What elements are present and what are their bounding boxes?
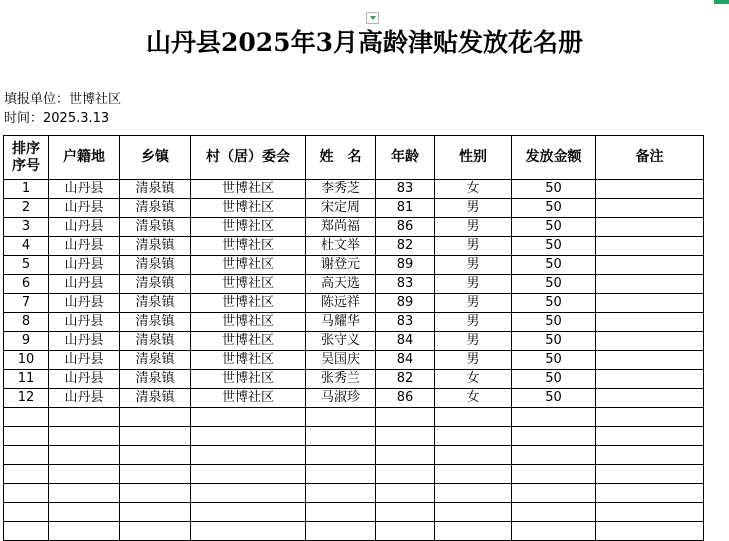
township-cell[interactable]: 清泉镇 [120,389,191,408]
empty-cell[interactable] [4,484,49,503]
header-age[interactable]: 年龄 [376,136,435,180]
age-cell[interactable]: 86 [376,389,435,408]
amount-cell[interactable]: 50 [512,351,596,370]
empty-cell[interactable] [596,522,704,541]
remarks-cell[interactable] [596,370,704,389]
village-committee-cell[interactable]: 世博社区 [191,370,306,389]
empty-cell[interactable] [4,427,49,446]
serial-no-cell[interactable]: 3 [4,218,49,237]
gender-cell[interactable]: 男 [435,256,512,275]
header-serial-no[interactable]: 排序 序号 [4,136,49,180]
amount-cell[interactable]: 50 [512,275,596,294]
village-committee-cell[interactable]: 世博社区 [191,275,306,294]
name-cell[interactable]: 高天选 [306,275,376,294]
table-row [4,332,704,351]
empty-cell[interactable] [306,427,376,446]
name-cell[interactable]: 马淑珍 [306,389,376,408]
serial-no-cell[interactable]: 2 [4,199,49,218]
empty-cell[interactable] [4,503,49,522]
empty-cell[interactable] [120,446,191,465]
serial-no-cell[interactable]: 5 [4,256,49,275]
empty-cell[interactable] [191,503,306,522]
empty-cell[interactable] [49,465,120,484]
name-cell[interactable]: 张守义 [306,332,376,351]
household-cell[interactable]: 山丹县 [49,294,120,313]
household-cell[interactable]: 山丹县 [49,389,120,408]
empty-row [4,408,704,427]
household-cell[interactable]: 山丹县 [49,256,120,275]
empty-cell[interactable] [435,522,512,541]
name-cell[interactable]: 郑尚福 [306,218,376,237]
empty-cell[interactable] [435,427,512,446]
empty-cell[interactable] [191,427,306,446]
amount-cell[interactable]: 50 [512,218,596,237]
empty-cell[interactable] [120,408,191,427]
table-row [4,237,704,256]
amount-cell[interactable]: 50 [512,256,596,275]
table-row [4,351,704,370]
age-cell[interactable]: 86 [376,218,435,237]
remarks-cell[interactable] [596,237,704,256]
name-cell[interactable]: 陈远祥 [306,294,376,313]
empty-cell[interactable] [191,522,306,541]
empty-cell[interactable] [376,484,435,503]
empty-cell[interactable] [596,465,704,484]
gender-cell[interactable]: 男 [435,294,512,313]
age-cell[interactable]: 81 [376,199,435,218]
age-cell[interactable]: 83 [376,275,435,294]
serial-no-cell[interactable]: 4 [4,237,49,256]
amount-cell[interactable]: 50 [512,294,596,313]
empty-cell[interactable] [306,465,376,484]
township-cell[interactable]: 清泉镇 [120,332,191,351]
empty-cell[interactable] [191,408,306,427]
village-committee-cell[interactable]: 世博社区 [191,351,306,370]
empty-cell[interactable] [120,484,191,503]
name-cell[interactable]: 宋定周 [306,199,376,218]
empty-cell[interactable] [191,446,306,465]
table-row [4,180,704,199]
document-title: 山丹县2025年3月高龄津贴发放花名册 [146,28,583,57]
township-cell[interactable]: 清泉镇 [120,180,191,199]
header-township[interactable]: 乡镇 [120,136,191,180]
amount-cell[interactable]: 50 [512,237,596,256]
age-cell[interactable]: 82 [376,370,435,389]
empty-cell[interactable] [435,446,512,465]
roster-table [3,135,704,541]
township-cell[interactable]: 清泉镇 [120,313,191,332]
name-cell[interactable]: 李秀芝 [306,180,376,199]
filter-dropdown-icon[interactable] [366,12,379,24]
gender-cell[interactable]: 女 [435,180,512,199]
header-village-committee[interactable]: 村（居）委会 [191,136,306,180]
empty-row [4,503,704,522]
empty-row [4,465,704,484]
empty-row [4,446,704,465]
report-date: 时间：2025.3.13 [4,111,110,126]
empty-cell[interactable] [49,503,120,522]
empty-cell[interactable] [512,465,596,484]
table-row [4,370,704,389]
township-cell[interactable]: 清泉镇 [120,275,191,294]
empty-cell[interactable] [49,427,120,446]
township-cell[interactable]: 清泉镇 [120,351,191,370]
township-cell[interactable]: 清泉镇 [120,237,191,256]
household-cell[interactable]: 山丹县 [49,332,120,351]
header-row [4,136,704,180]
sheet-corner-marker [714,0,729,4]
empty-cell[interactable] [596,408,704,427]
empty-cell[interactable] [376,503,435,522]
empty-cell[interactable] [120,522,191,541]
age-cell[interactable]: 89 [376,256,435,275]
serial-no-cell[interactable]: 6 [4,275,49,294]
empty-cell[interactable] [49,484,120,503]
township-cell[interactable]: 清泉镇 [120,199,191,218]
empty-cell[interactable] [306,446,376,465]
empty-cell[interactable] [4,408,49,427]
serial-no-cell[interactable]: 8 [4,313,49,332]
empty-cell[interactable] [596,446,704,465]
serial-no-cell[interactable]: 1 [4,180,49,199]
empty-cell[interactable] [512,484,596,503]
empty-cell[interactable] [4,465,49,484]
empty-cell[interactable] [49,522,120,541]
gender-cell[interactable]: 男 [435,313,512,332]
remarks-cell[interactable] [596,275,704,294]
empty-cell[interactable] [512,446,596,465]
age-cell[interactable]: 84 [376,332,435,351]
empty-cell[interactable] [191,465,306,484]
header-household[interactable]: 户籍地 [49,136,120,180]
table-row [4,218,704,237]
header-remarks[interactable]: 备注 [596,136,704,180]
remarks-cell[interactable] [596,389,704,408]
village-committee-cell[interactable]: 世博社区 [191,332,306,351]
amount-cell[interactable]: 50 [512,313,596,332]
empty-row [4,522,704,541]
household-cell[interactable]: 山丹县 [49,275,120,294]
remarks-cell[interactable] [596,313,704,332]
empty-cell[interactable] [49,408,120,427]
empty-cell[interactable] [376,408,435,427]
serial-no-cell[interactable]: 9 [4,332,49,351]
empty-cell[interactable] [376,522,435,541]
empty-cell[interactable] [49,446,120,465]
township-cell[interactable]: 清泉镇 [120,370,191,389]
gender-cell[interactable]: 男 [435,275,512,294]
header-name[interactable]: 姓 名 [306,136,376,180]
empty-cell[interactable] [376,427,435,446]
village-committee-cell[interactable]: 世博社区 [191,313,306,332]
empty-row [4,427,704,446]
township-cell[interactable]: 清泉镇 [120,294,191,313]
household-cell[interactable]: 山丹县 [49,199,120,218]
name-cell[interactable]: 马耀华 [306,313,376,332]
amount-cell[interactable]: 50 [512,332,596,351]
empty-cell[interactable] [191,484,306,503]
amount-cell[interactable]: 50 [512,370,596,389]
gender-cell[interactable]: 女 [435,389,512,408]
age-cell[interactable]: 83 [376,180,435,199]
serial-no-cell[interactable]: 10 [4,351,49,370]
village-committee-cell[interactable]: 世博社区 [191,237,306,256]
empty-cell[interactable] [435,465,512,484]
empty-cell[interactable] [306,408,376,427]
empty-cell[interactable] [4,446,49,465]
empty-cell[interactable] [596,484,704,503]
empty-cell[interactable] [512,522,596,541]
empty-cell[interactable] [376,446,435,465]
gender-cell[interactable]: 男 [435,332,512,351]
amount-cell[interactable]: 50 [512,199,596,218]
serial-no-cell[interactable]: 7 [4,294,49,313]
gender-cell[interactable]: 男 [435,218,512,237]
amount-cell[interactable]: 50 [512,180,596,199]
empty-cell[interactable] [306,484,376,503]
household-cell[interactable]: 山丹县 [49,313,120,332]
name-cell[interactable]: 杜文举 [306,237,376,256]
empty-cell[interactable] [596,503,704,522]
name-cell[interactable]: 张秀兰 [306,370,376,389]
empty-cell[interactable] [376,465,435,484]
remarks-cell[interactable] [596,294,704,313]
household-cell[interactable]: 山丹县 [49,180,120,199]
empty-cell[interactable] [512,427,596,446]
name-cell[interactable]: 吴国庆 [306,351,376,370]
remarks-cell[interactable] [596,180,704,199]
empty-cell[interactable] [306,522,376,541]
empty-cell[interactable] [4,522,49,541]
empty-cell[interactable] [435,484,512,503]
name-cell[interactable]: 谢登元 [306,256,376,275]
village-committee-cell[interactable]: 世博社区 [191,294,306,313]
age-cell[interactable]: 82 [376,237,435,256]
empty-cell[interactable] [435,503,512,522]
gender-cell[interactable]: 男 [435,199,512,218]
serial-no-cell[interactable]: 11 [4,370,49,389]
header-amount[interactable]: 发放金额 [512,136,596,180]
amount-cell[interactable]: 50 [512,389,596,408]
age-cell[interactable]: 83 [376,313,435,332]
remarks-cell[interactable] [596,218,704,237]
household-cell[interactable]: 山丹县 [49,351,120,370]
empty-cell[interactable] [512,503,596,522]
village-committee-cell[interactable]: 世博社区 [191,256,306,275]
empty-cell[interactable] [120,427,191,446]
village-committee-cell[interactable]: 世博社区 [191,180,306,199]
village-committee-cell[interactable]: 世博社区 [191,389,306,408]
age-cell[interactable]: 89 [376,294,435,313]
empty-cell[interactable] [435,408,512,427]
household-cell[interactable]: 山丹县 [49,237,120,256]
table-row [4,294,704,313]
gender-cell[interactable]: 女 [435,370,512,389]
village-committee-cell[interactable]: 世博社区 [191,218,306,237]
empty-cell[interactable] [596,427,704,446]
gender-cell[interactable]: 男 [435,351,512,370]
table-row [4,199,704,218]
gender-cell[interactable]: 男 [435,237,512,256]
age-cell[interactable]: 84 [376,351,435,370]
household-cell[interactable]: 山丹县 [49,370,120,389]
remarks-cell[interactable] [596,199,704,218]
empty-cell[interactable] [306,503,376,522]
table-row [4,275,704,294]
village-committee-cell[interactable]: 世博社区 [191,199,306,218]
serial-no-cell[interactable]: 12 [4,389,49,408]
empty-cell[interactable] [120,465,191,484]
empty-cell[interactable] [120,503,191,522]
table-row [4,256,704,275]
reporting-unit: 填报单位：世博社区 [4,92,122,107]
empty-cell[interactable] [512,408,596,427]
table-row [4,389,704,408]
empty-row [4,484,704,503]
remarks-cell[interactable] [596,256,704,275]
township-cell[interactable]: 清泉镇 [120,218,191,237]
table-row [4,313,704,332]
header-gender[interactable]: 性别 [435,136,512,180]
remarks-cell[interactable] [596,351,704,370]
remarks-cell[interactable] [596,332,704,351]
township-cell[interactable]: 清泉镇 [120,256,191,275]
household-cell[interactable]: 山丹县 [49,218,120,237]
